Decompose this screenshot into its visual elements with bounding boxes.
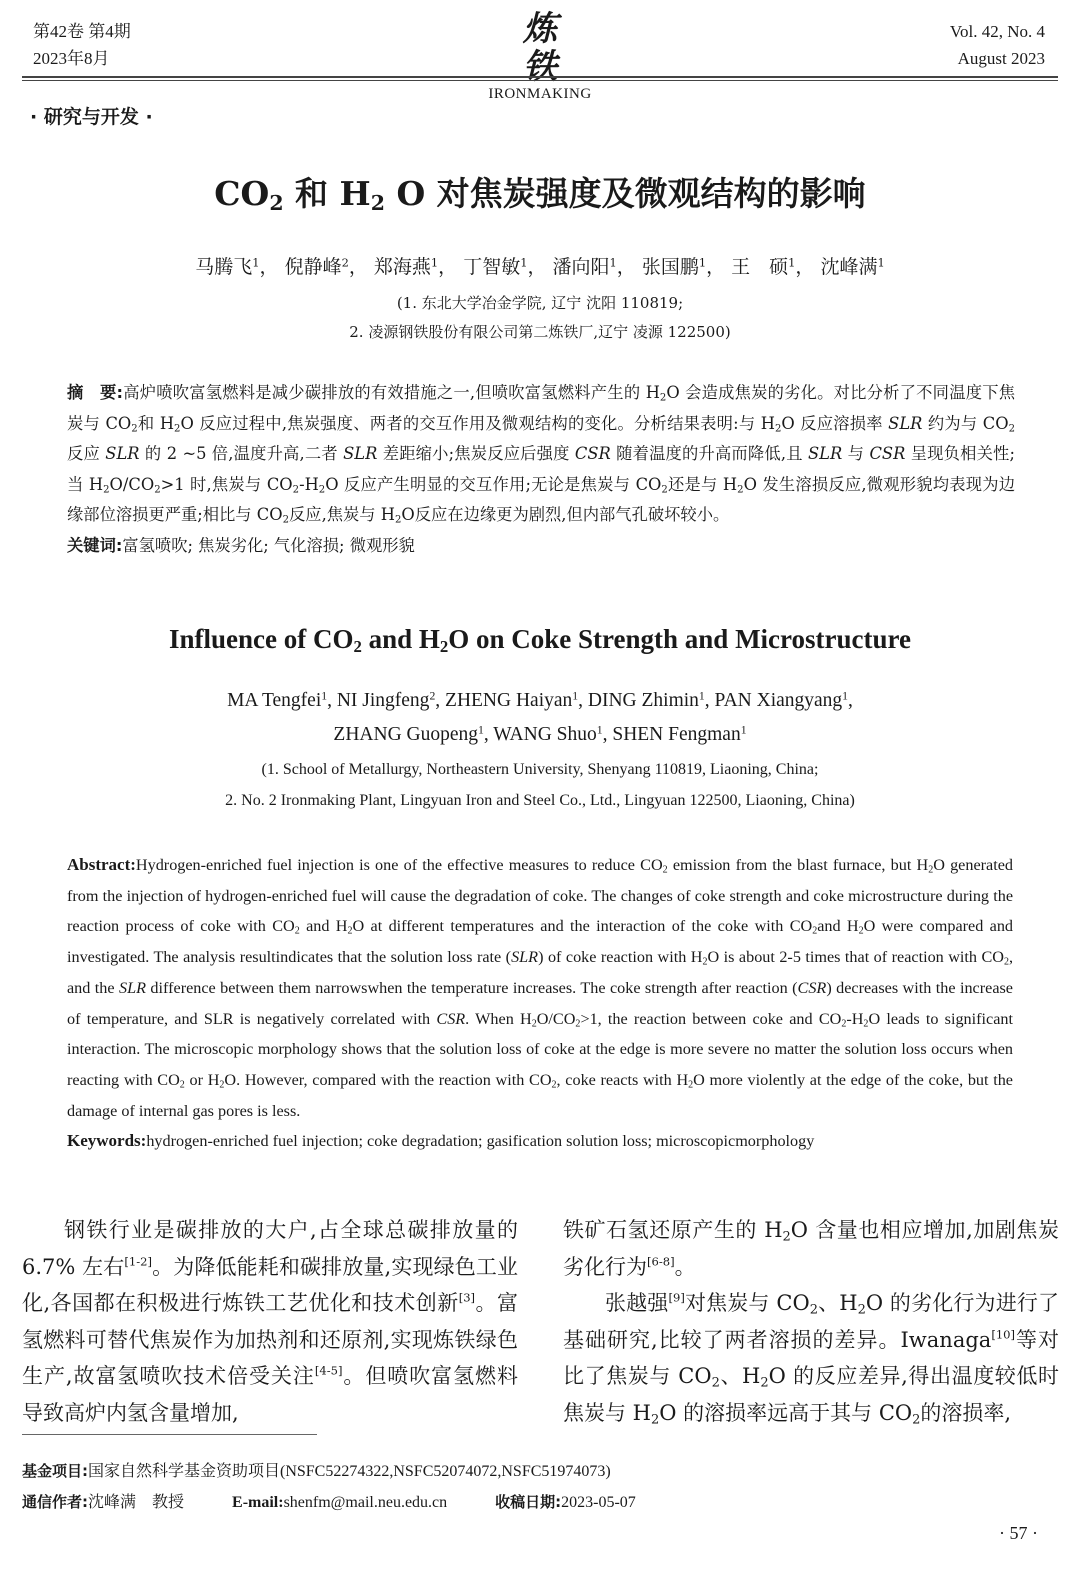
- author: SHEN Fengman$^1$: [612, 723, 747, 745]
- author: ZHENG Haiyan$^1$: [445, 689, 579, 711]
- subscript: 2: [370, 191, 385, 216]
- email-link[interactable]: shenfm@mail.neu.edu.cn: [283, 1494, 448, 1511]
- body-column-right: [563, 1212, 1059, 1431]
- abstract-label-en: Abstract:: [67, 855, 136, 874]
- author: 张国鹏$^1$: [641, 255, 707, 278]
- abstract-en: Abstract:Hydrogen-enriched fuel injection is one of the effective measures to reduce $CO_2$ emission from the blast furnace, but $H_2O$ generated from the injection of hydrogen-enriched fuel will cause the degradation of coke. The changes of coke strength and coke microstructure during the reaction process of coke with $CO_2$ and $H_2O$ at different temperatures and the interaction of the coke with $CO_2and$ $H_2O$ were compared and investigated. The analysis resultindicates that the solution loss rate (SLR) of coke reaction with $H_2O$ is about 2-5 times that of reaction with $CO_2$, and the SLR difference between them narrowswhen the temperature increases. The coke strength after reaction (CSR) decreases with the increase of temperature, and SLR is negatively correlated with CSR. When $H_2O/CO_2>1$, the reaction between coke and $CO_2-H_2O$ leads to significant interaction. The microscopic morphology shows that the solution loss of coke at the edge is more severe no matter the solution loss occurs when reacting with $CO_2$ or $H_2O$. However, compared with the reaction with $CO_2$, coke reacts with $H_2O$ more violently at the edge of the coke, but the damage of internal gas pores is less. Keywords:hydrogen-enriched fuel injection; coke degradation; gasification solution loss; microscopicmorphology: [67, 850, 1013, 1157]
- author: 马腾飞$^1$: [195, 255, 260, 278]
- journal-logo-cn: 炼 铁: [523, 9, 591, 87]
- author-list-en-line1: MA Tengfei$^1$, NI Jingfeng$^2$, ZHENG Haiyan$^1$, DING Zhimin$^1$, PAN Xiangyang$^1$,: [227, 689, 853, 711]
- header-rule-thin: [22, 80, 1058, 81]
- issue-info-en: [950, 18, 1045, 72]
- author: ZHANG Guopeng$^1$: [333, 723, 484, 745]
- volume-cn: 第42卷 第4期: [33, 22, 131, 41]
- affiliation-en-2: 2. No. 2 Ironmaking Plant, Lingyuan Iron and Steel Co., Ltd., Lingyuan 122500, Liaoning, China): [225, 792, 855, 809]
- author-list-cn: 马腾飞$^1$， 倪静峰$^2$， 郑海燕$^1$， 丁智敏$^1$， 潘向阳$^1$， 张国鹏$^1$， 王 硕$^1$， 沈峰满$^1$: [195, 255, 885, 278]
- keywords-label-cn: 关键词:: [67, 535, 123, 555]
- page-title-cn: [0, 168, 1080, 215]
- citation[interactable]: [4-5]: [314, 1363, 343, 1378]
- citation[interactable]: [6-8]: [647, 1253, 675, 1268]
- date-cn: 2023年8月: [33, 49, 110, 68]
- keywords-label-en: Keywords:: [67, 1131, 147, 1151]
- affiliation-en-1: (1. School of Metallurgy, Northeastern University, Shenyang 110819, Liaoning, China;: [261, 761, 819, 778]
- correspondence-note: 通信作者:沈峰满 教授 E-mail:shenfm@mail.neu.edu.cn 收稿日期:2023-05-07: [22, 1493, 636, 1511]
- citation[interactable]: [1-2]: [124, 1253, 153, 1268]
- issue-info-cn: [33, 18, 131, 72]
- author: MA Tengfei$^1$: [227, 689, 328, 711]
- author: 沈峰满$^1$: [820, 255, 885, 278]
- author: PAN Xiangyang$^1$: [714, 689, 849, 711]
- body-column-left: [22, 1212, 518, 1431]
- author: NI Jingfeng$^2$: [336, 689, 436, 711]
- page-title-en: Influence of $CO_2$ and $H_2O$ on Coke Strength and Microstructure: [168, 624, 912, 657]
- title-part: 和 H: [283, 174, 371, 213]
- author: DING Zhimin$^1$: [587, 689, 705, 711]
- correspondence-label: 通信作者:: [22, 1493, 88, 1511]
- keywords-en: Keywords:hydrogen-enriched fuel injection; coke degradation; gasification solution loss; microscopicmorphology: [67, 1131, 815, 1151]
- citation[interactable]: [10]: [991, 1326, 1016, 1341]
- subscript: 2: [269, 191, 284, 216]
- affiliation-cn-1: (1. 东北大学冶金学院, 辽宁 沈阳 110819;: [396, 294, 684, 312]
- author: 王 硕$^1$: [731, 255, 796, 278]
- author-list-en-line2: ZHANG Guopeng$^1$, WANG Shuo$^1$, SHEN Fengman$^1$: [333, 723, 747, 745]
- keywords-cn: 关键词:富氢喷吹; 焦炭劣化; 气化溶损; 微观形貌: [67, 535, 415, 555]
- section-tag: · 研究与开发 ·: [30, 106, 153, 128]
- citation[interactable]: [9]: [668, 1290, 685, 1305]
- abstract-cn: 摘 要:高炉喷吹富氢燃料是减少碳排放的有效措施之一,但喷吹富氢燃料产生的 $H_2O$ 会造成焦炭的劣化。对比分析了不同温度下焦炭与 $CO_2$和 $H_2O$ 反应过程中,焦炭强度、两者的交互作用及微观结构的变化。分析结果表明:与 $H_2O$ 反应溶损率 SLR 约为与 $CO_2$反应 SLR 的 2 ~5 倍,温度升高,二者 SLR 差距缩小;焦炭反应后强度 CSR 随着温度的升高而降低,且 SLR 与 CSR 呈现负相关性;当 $H_2O/CO_2>1$ 时,焦炭与 $CO_2-H_2O$ 反应产生明显的交互作用;无论是焦炭与 $CO_2$还是与 $H_2O$ 发生溶损反应,微观形貌均表现为边缘部位溶损更严重;相比与 $CO_2$反应,焦炭与 $H_2O$反应在边缘更为剧烈,但内部气孔破坏较小。 关键词:富氢喷吹; 焦炭劣化; 气化溶损; 微观形貌: [67, 378, 1015, 561]
- author: WANG Shuo$^1$: [493, 723, 603, 745]
- funding-note: 基金项目:国家自然科学基金资助项目(NSFC52274322,NSFC52074072,NSFC51974073): [22, 1462, 611, 1480]
- citation[interactable]: [3]: [458, 1290, 476, 1305]
- funding-label: 基金项目:: [22, 1462, 88, 1480]
- journal-name-en: IRONMAKING: [488, 86, 592, 102]
- author: 郑海燕$^1$: [373, 255, 439, 278]
- volume-en: Vol. 42, No. 4: [949, 22, 1045, 41]
- header-rule: [22, 76, 1058, 78]
- email-label: E-mail:: [232, 1494, 284, 1511]
- author: 丁智敏$^1$: [463, 255, 528, 278]
- journal-masthead: [440, 10, 640, 103]
- received-label: 收稿日期:: [495, 1493, 562, 1511]
- paragraph: 铁矿石氢还原产生的 $H_2O$ 含量也相应增加,加剧焦炭劣化行为[6-8]。: [563, 1218, 1059, 1279]
- paragraph: 张越强[9]对焦炭与 $CO_2$、$H_2O$ 的劣化行为进行了基础研究,比较了两者溶损的差异。Iwanaga[10]等对比了焦炭与 $CO_2$、$H_2O$ 的反应差异,得出温度较低时焦炭与 $H_2O$ 的溶损率远高于其与 $CO_2$的溶损率,: [563, 1290, 1059, 1427]
- author: 倪静峰$^2$: [284, 255, 349, 278]
- page-number: · 57 ·: [999, 1523, 1038, 1543]
- affiliation-cn-2: 2. 凌源钢铁股份有限公司第二炼铁厂,辽宁 凌源 122500): [349, 323, 731, 341]
- footnote-rule: [22, 1434, 317, 1435]
- title-part: CO: [214, 174, 270, 213]
- abstract-label-cn: 摘 要:: [67, 383, 124, 402]
- paragraph: 钢铁行业是碳排放的大户,占全球总碳排放量的 6.7% 左右[1-2]。为降低能耗和碳排放量,实现绿色工业化,各国都在积极进行炼铁工艺优化和技术创新[3]。富氢燃料可替代焦炭作为加热剂和还原剂,实现炼铁绿色生产,故富氢喷吹技术倍受关注[4-5]。但喷吹富氢燃料导致高炉内氢含量增加,: [22, 1218, 518, 1425]
- title-part: O 对焦炭强度及微观结构的影响: [384, 174, 866, 213]
- date-en: August 2023: [957, 49, 1045, 68]
- author: 潘向阳$^1$: [552, 255, 617, 278]
